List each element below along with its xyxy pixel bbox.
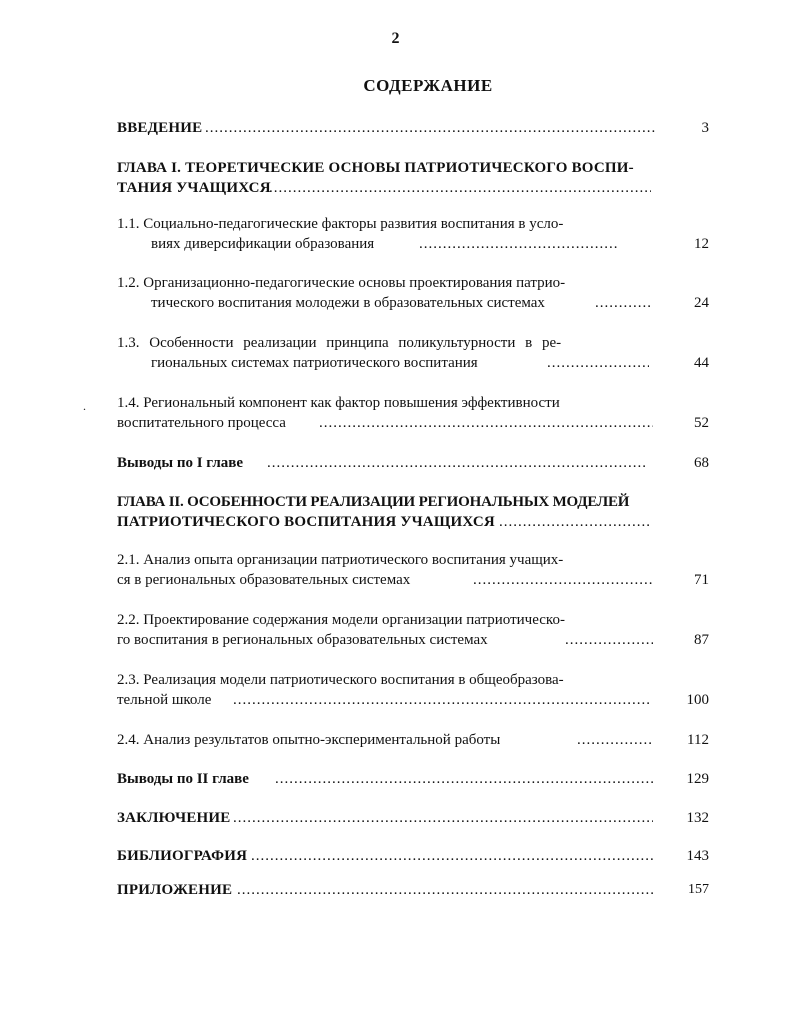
- dot-leader: [269, 178, 651, 198]
- toc-entry-1-2[interactable]: [117, 273, 709, 313]
- toc-label: ГЛАВА II. ОСОБЕННОСТИ РЕАЛИЗАЦИИ РЕГИОНАЛЬНЫХ МОДЕЛЕЙ: [117, 494, 630, 510]
- toc-page-number: 143: [686, 848, 709, 864]
- toc-label: 2.2. Проектирование содержания модели организации патриотическо-: [117, 612, 565, 628]
- section-number: 1.1.: [117, 216, 140, 232]
- page-title: СОДЕРЖАНИЕ: [363, 76, 493, 95]
- toc-page-number: 68: [694, 455, 709, 471]
- toc-label: 2.3. Реализация модели патриотического воспитания в общеобразова-: [117, 672, 564, 688]
- toc-label: тического воспитания молодежи в образовательных системах: [151, 295, 545, 311]
- toc-label: воспитательного процесса: [117, 415, 286, 431]
- toc-label: ПРИЛОЖЕНИЕ: [117, 882, 233, 898]
- page-number: 2: [391, 30, 400, 47]
- dot-leader: [319, 413, 653, 433]
- toc-entry-chapter-1[interactable]: [117, 158, 709, 198]
- toc-label: 2.4. Анализ результатов опытно-экспериментальной работы: [117, 732, 501, 748]
- toc-label: 2.1. Анализ опыта организации патриотического воспитания учащих-: [117, 552, 564, 568]
- dot-leader: [419, 234, 619, 254]
- dot-leader: [595, 293, 653, 313]
- section-number: 1.3.: [117, 335, 140, 351]
- toc-label: Организационно-педагогические основы проектирования патрио-: [143, 275, 566, 291]
- toc-page-number: 71: [694, 572, 709, 588]
- toc-label: го воспитания в региональных образовательных системах: [117, 632, 488, 648]
- dot-leader: [205, 118, 657, 138]
- toc-page-number: 132: [686, 810, 709, 826]
- toc-entry-chapter-2[interactable]: [117, 492, 709, 532]
- toc-page-number: 100: [686, 692, 709, 708]
- dot-leader: [499, 512, 651, 532]
- toc-entry-appendix[interactable]: [117, 880, 709, 900]
- toc-entry-1-1[interactable]: [117, 214, 709, 254]
- dot-leader: [233, 808, 653, 828]
- dot-leader: [473, 570, 653, 590]
- toc-page-number: 112: [687, 732, 709, 748]
- toc-entry-conclusions-2[interactable]: [117, 769, 709, 789]
- toc-label: Особенности реализации принципа поликультурности в ре-: [149, 335, 562, 351]
- dot-leader: [237, 880, 653, 900]
- toc-label: БИБЛИОГРАФИЯ: [117, 848, 248, 864]
- toc-entry-2-3[interactable]: [117, 670, 709, 710]
- dot-leader: [251, 846, 653, 866]
- toc-label: виях диверсификации образования: [151, 236, 375, 252]
- dot-leader: [547, 353, 649, 373]
- dot-leader: [275, 769, 653, 789]
- toc-page-number: 129: [686, 771, 709, 787]
- toc-label: ЗАКЛЮЧЕНИЕ: [117, 810, 231, 826]
- toc-entry-1-3[interactable]: [117, 333, 709, 373]
- toc-page-number: 52: [694, 415, 709, 431]
- toc-entry-bibliography[interactable]: [117, 846, 709, 866]
- toc-label: ТАНИЯ УЧАЩИХСЯ: [117, 180, 271, 196]
- toc-page-number: 3: [701, 120, 709, 136]
- toc-label: ся в региональных образовательных системах: [117, 572, 411, 588]
- toc-page-number: 87: [694, 632, 709, 648]
- toc-page-number: 44: [694, 355, 709, 371]
- toc-label: Выводы по I главе: [117, 455, 244, 471]
- toc-label: ВВЕДЕНИЕ: [117, 120, 203, 136]
- dot-leader: [577, 730, 653, 750]
- toc-page-number: 157: [688, 882, 709, 897]
- toc-label: гиональных системах патриотического воспитания: [151, 355, 478, 371]
- toc-entry-intro[interactable]: [117, 118, 709, 138]
- toc-entry-conclusions-1[interactable]: [117, 453, 709, 473]
- toc-entry-2-2[interactable]: [117, 610, 709, 650]
- dot-leader: [565, 630, 653, 650]
- toc-label: тельной школе: [117, 692, 212, 708]
- toc-label: ГЛАВА I. ТЕОРЕТИЧЕСКИЕ ОСНОВЫ ПАТРИОТИЧЕСКОГО ВОСПИ-: [117, 160, 634, 176]
- toc-entry-1-4[interactable]: [117, 393, 709, 433]
- toc-entry-conclusion[interactable]: [117, 808, 709, 828]
- toc-page-number: 12: [694, 236, 709, 252]
- toc-label: ПАТРИОТИЧЕСКОГО ВОСПИТАНИЯ УЧАЩИХСЯ: [117, 514, 495, 530]
- toc-label: Выводы по II главе: [117, 771, 249, 787]
- toc-page-number: 24: [694, 295, 709, 311]
- dot-leader: [267, 453, 647, 473]
- toc-label: 1.4. Региональный компонент как фактор повышения эффективности: [117, 395, 560, 411]
- section-number: 1.2.: [117, 275, 140, 291]
- dot-leader: [233, 690, 649, 710]
- toc-label: Социально-педагогические факторы развития воспитания в усло-: [143, 216, 564, 232]
- toc-entry-2-4[interactable]: [117, 730, 709, 750]
- stray-mark: .: [83, 399, 86, 413]
- toc-entry-2-1[interactable]: [117, 550, 709, 590]
